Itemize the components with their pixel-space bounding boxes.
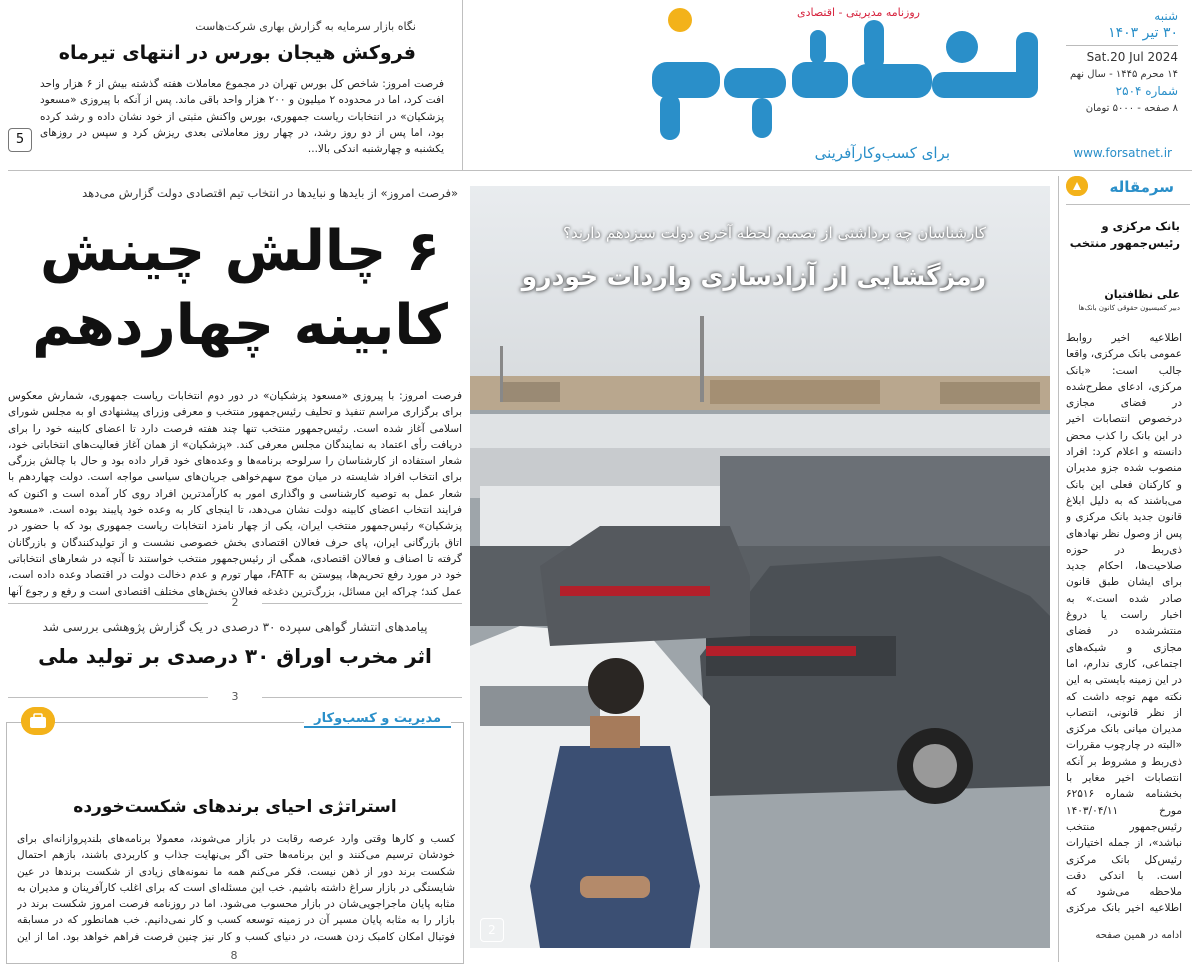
editorial-author-role: دبیر کمیسیون حقوقی کانون بانک‌ها (1078, 304, 1180, 312)
editorial-column-divider (1058, 176, 1059, 962)
business-section-box (6, 711, 464, 964)
website-link[interactable]: www.forsatnet.ir (1073, 146, 1172, 160)
date-en: Sat.20 Jul 2024 (1086, 50, 1178, 64)
business-page-number[interactable]: 8 (230, 949, 238, 962)
masthead-column-divider (462, 0, 463, 170)
main-story-kicker: «فرصت امروز» از بایدها و نبایدها در انتخاب تیم اقتصادی دولت گزارش می‌دهد (82, 186, 458, 200)
rule (1066, 204, 1190, 205)
price: ۸ صفحه - ۵۰۰۰ تومان (1085, 103, 1178, 114)
issue-number: شماره ۲۵۰۴ (1115, 84, 1178, 98)
rule (8, 603, 208, 604)
editorial-icon (1066, 176, 1088, 196)
rule (262, 697, 462, 698)
main-story-page-number[interactable]: 2 (231, 596, 239, 609)
business-title[interactable]: استراتژی احیای برندهای شکست‌خورده (73, 797, 397, 817)
business-section-label[interactable]: مدیریت و کسب‌وکار (304, 711, 451, 728)
photo-story-page-number[interactable]: 2 (480, 918, 504, 942)
masthead-divider (8, 170, 1192, 171)
top-left-title[interactable]: فروکش هیجان بورس در انتهای تیرماه (58, 42, 416, 64)
briefcase-icon (21, 707, 55, 735)
top-left-kicker: نگاه بازار سرمایه به گزارش بهاری شرکت‌هاست (195, 20, 416, 33)
photo-story-title[interactable]: رمزگشایی از آزادسازی واردات خودرو (521, 262, 986, 291)
top-left-text: فرصت امروز: شاخص کل بورس تهران در مجموع معاملات هفته گذشته بیش از ۶ هزار واحد افت کرد، اما در محدوده ۲ میلیون و ۲۰۰ هزار واحد باقی ماند. پس از آنکه با پیروزی «مسعود پزشکیان» در انتخابات ریاست جمهوری، بورس واکنش مثبتی از خود نشان داده و رشد کرده بود، اما پس از دو روز رشد، در چهار روز معاملاتی بعدی ریزش کرد و سپس در روزهای یکشنبه و چهارشنبه اندکی بالا... (40, 78, 444, 156)
main-headline-line1[interactable]: ۶ چالش چینش (40, 219, 440, 284)
second-story-page-number[interactable]: 3 (231, 690, 239, 703)
editorial-label[interactable]: سرمقاله (1109, 178, 1174, 196)
main-photo[interactable] (470, 186, 1050, 948)
top-left-page-number[interactable]: 5 (8, 128, 32, 152)
editorial-author: علی نظافتیان (1104, 288, 1180, 301)
business-text: کسب و کارها وقتی وارد عرصه رقابت در بازار می‌شوند، معمولا برنامه‌های بلندپروازانه‌ای برای خودشان ترسیم می‌کنند و این برنامه‌ها حتی اگر بی‌نهایت جذاب و کاربردی باشند، بازهم احتمال شکست برند دور از ذهن نیست. فکر می‌کنم همه ما نمونه‌های زیادی از شکست برندها در عین شایستگی در بازار سراغ داشته باشیم. خب این مسئله‌ای است که برای اغلب کارآفرینان و مدیران به مثابه پایان ماجراجویی‌شان در بازار محسوب می‌شود. اما در روزنامه فرصت امروز شکست برند در بازار را به مثابه پایان مسیر آن در زمینه توسعه کسب و کار نمی‌دانیم. خب همانطور که در مسابقه فوتبال امکان کامبک زدن هست، در دنیای کسب و کار نیز چنین فرصت فراهم خواهد بود. اما از این (17, 833, 455, 943)
rule (262, 603, 462, 604)
date-fa: ۳۰ تیر ۱۴۰۳ (1108, 25, 1178, 41)
tagline-bottom: برای کسب‌وکارآفرینی (814, 144, 950, 162)
photo-story-kicker: کارشناسان چه برداشتی از تصمیم لحظه آخری دولت سیزدهم دارند؟ (563, 224, 986, 242)
editorial-continued: ادامه در همین صفحه (1095, 930, 1182, 941)
rule (8, 697, 208, 698)
date-box (1066, 8, 1178, 117)
editorial-title[interactable]: بانک مرکزی و رئیس‌جمهور منتخب (1069, 219, 1180, 250)
date-hijri: ۱۴ محرم ۱۴۴۵ - سال نهم (1069, 69, 1178, 80)
car-lot-photo (470, 186, 1050, 948)
editorial-text: اطلاعیه اخیر روابط عمومی بانک مرکزی، واقعا جالب است: «بانک مرکزی، ادعای مطرح‌شده در فضای مجازی درخصوص انتصابات اخیر در این بانک را کذب محض دانسته و اعلام کرد: افراد منصوب شده جزو مدیران و کارکنان فعلی این بانک می‌باشند که به دلیل ابلاغ قانون جدید بانک مرکزی و پس از وصول نظر نهادهای ذی‌ربط در حوزه صلاحیت‌ها، احکام جدید برای ایشان طبق قانون صادر شده است.» به اخبار راست یا دروغ منتشرشده در فضای مجازی و شبکه‌های اجتماعی، کاری ندارم، اما در این زمینه بایستی به این نکته مهم توجه داشت که از نظر قانونی، انتصاب مدیران میانی بانک مرکزی «البته در چارچوب مقررات ذی‌ربط و مشروط بر آنکه انتصابات اخیر مغایر با بخشنامه شماره ۶۲۵۱۶ مورخ ۱۴۰۳/۰۴/۱۱ رئیس‌جمهور منتخب نباشد»، از جمله اختیارات رئیس‌کل بانک مرکزی است. با اندکی دقت ملاحظه می‌شود که اطلاعیه اخیر بانک مرکزی (1066, 332, 1182, 915)
second-story-kicker: پیامدهای انتشار گواهی سپرده ۳۰ درصدی در یک گزارش پژوهشی بررسی شد (42, 620, 428, 634)
main-story-text: فرصت امروز: با پیروزی «مسعود پزشکیان» در دور دوم انتخابات ریاست جمهوری، شمارش معکوس برای برگزاری مراسم تنفیذ و تحلیف رئیس‌جمهور منتخب و معرفی وزرای پیشنهادی او به مجلس شورای اسلامی آغاز شده است. رئیس‌جمهور منتخب تنها چند هفته فرصت دارد تا اعضای کابینه خود را برای دریافت رأی اعتماد به نمایندگان مجلس معرفی کند. «پزشکیان» از همان آغاز فعالیت‌های انتخاباتی خود، شعار استفاده از کارشناسان را سرلوحه برنامه‌ها و وعده‌های خود قرار داده بود و حال با چالش بزرگی برای انتخاب افراد شایسته در میان موج سهم‌خواهی جریان‌های سیاسی مواجه است. دولت چهاردهم با شعار عمل به توصیه کارشناسی و واگذاری امور به کارآمدترین افراد روی کار آمده است و اکنون که فرایند انتخاب اعضای کابینه دولت نشان می‌دهد، تا اینجای کار به وعده خود پایبند بوده است. «مسعود پزشکیان» رئیس‌جمهور منتخب ایران، یکی از چهار نامزد انتخابات ریاست جمهوری بود که با حضور در اتاق بازرگانی ایران، پای حرف فعالان اقتصادی بخش خصوصی نشست و از تولیدکنندگان و بازرگانان گرفته تا اصناف و فعالان اقتصادی، همگی از رئیس‌جمهور منتخب خواستند تا آنچه در شعارهای انتخاباتی خود در مورد رفع تحریم‌ها، پیوستن به FATF، مهار تورم و عدم دخالت دولت در اقتصاد وعده داده است، عمل کند؛ چراکه این مسائل، بزرگ‌ترین دغدغه فعالان بخش‌های مختلف اقتصادی است و رفع و رجوع آنها (8, 390, 462, 598)
second-story-title[interactable]: اثر مخرب اوراق ۳۰ درصدی بر تولید ملی (38, 644, 432, 668)
date-fa-day: شنبه (1154, 9, 1178, 23)
tagline-top: روزنامه مدیریتی - اقتصادی (797, 6, 920, 19)
main-headline-line2[interactable]: کابینه چهاردهم (32, 293, 448, 358)
